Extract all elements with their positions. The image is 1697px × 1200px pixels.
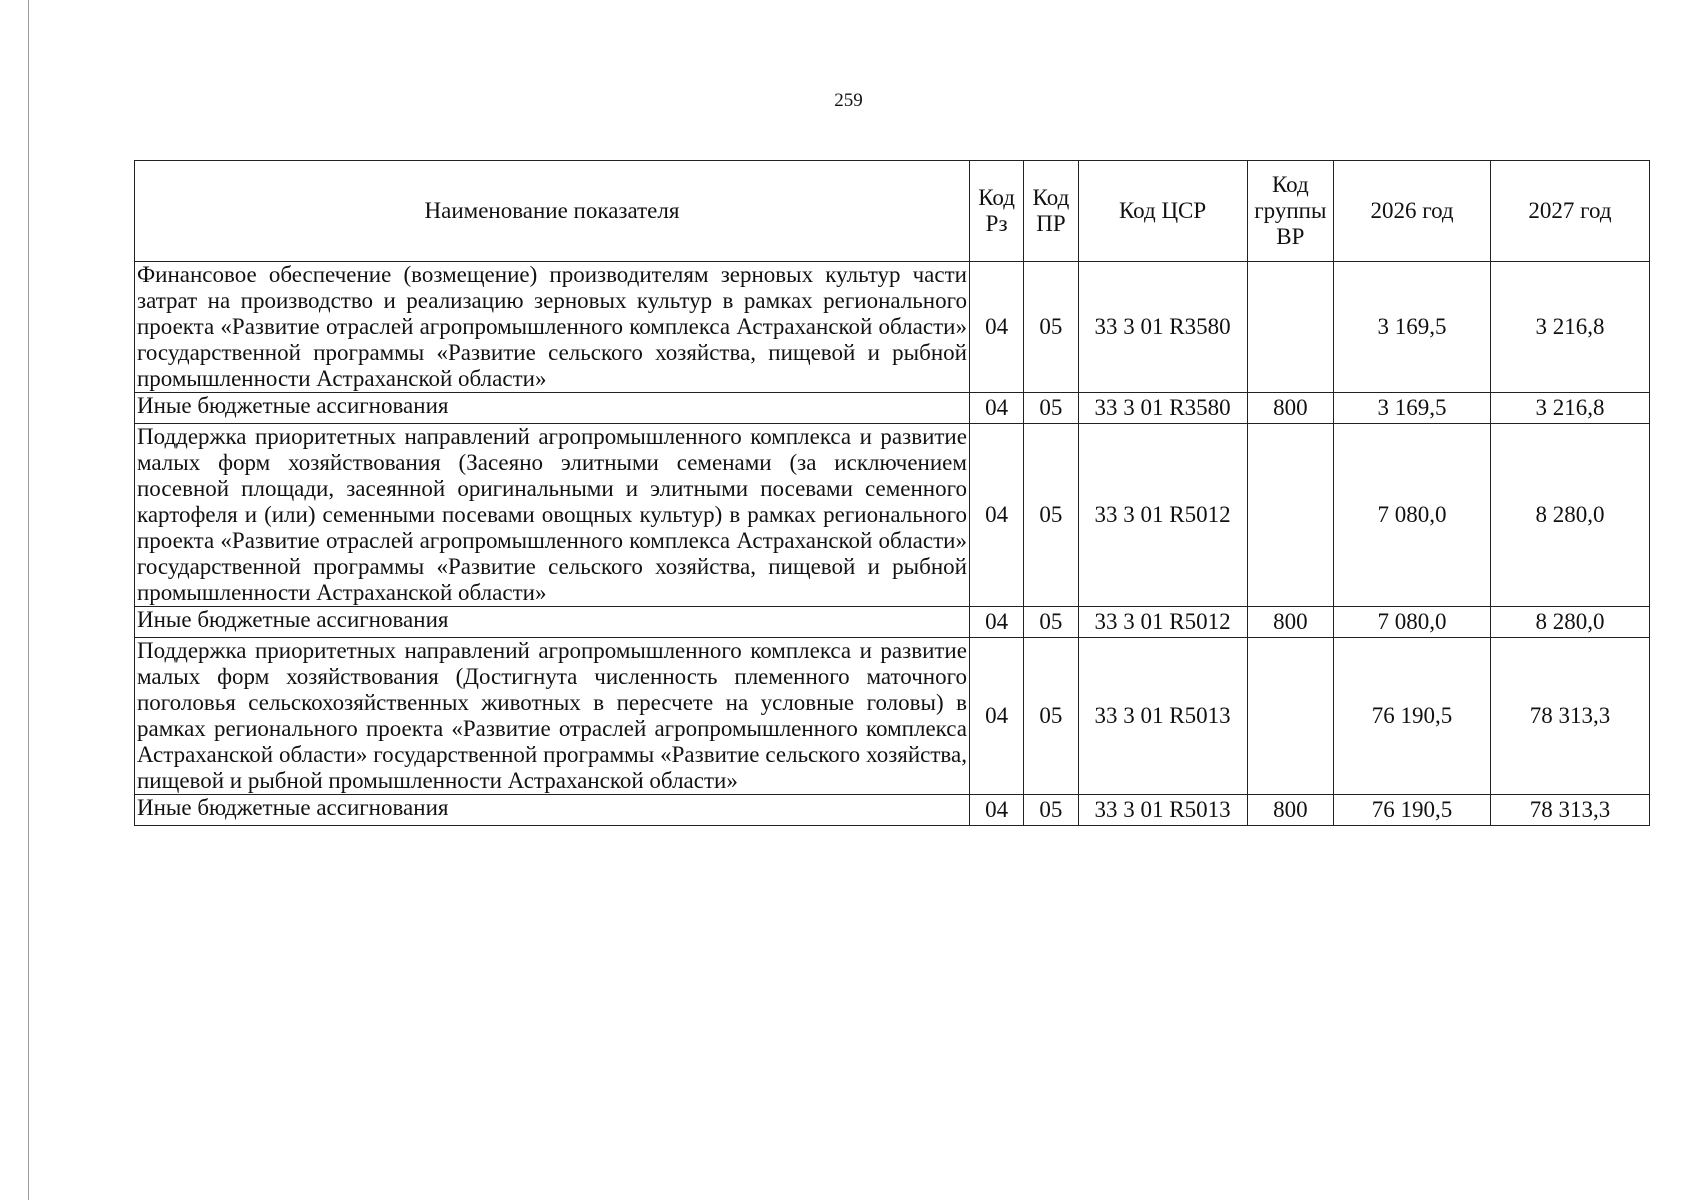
table-row — [135, 262, 1650, 393]
row-2027: 3 216,8 — [1491, 262, 1650, 393]
left-margin-line — [28, 0, 29, 1200]
row-rz: 04 — [969, 262, 1023, 393]
header-pr: Код ПР — [1024, 161, 1078, 262]
budget-table — [134, 160, 1650, 826]
header-name: Наименование показателя — [135, 161, 970, 262]
row-csr: 33 3 01 R5012 — [1078, 607, 1247, 638]
row-csr: 33 3 01 R3580 — [1078, 393, 1247, 424]
row-rz: 04 — [969, 638, 1023, 795]
row-vr — [1247, 424, 1334, 607]
table-row — [135, 638, 1650, 795]
row-2026: 3 169,5 — [1334, 262, 1491, 393]
table-header-row — [135, 161, 1650, 262]
row-rz: 04 — [969, 607, 1023, 638]
row-csr: 33 3 01 R5012 — [1078, 424, 1247, 607]
row-2027: 3 216,8 — [1491, 393, 1650, 424]
row-vr — [1247, 262, 1334, 393]
header-2026: 2026 год — [1334, 161, 1491, 262]
table-row — [135, 607, 1650, 638]
row-2026: 76 190,5 — [1334, 795, 1491, 826]
row-csr: 33 3 01 R5013 — [1078, 638, 1247, 795]
header-csr: Код ЦСР — [1078, 161, 1247, 262]
row-name: Финансовое обеспечение (возмещение) производителям зерновых культур части затрат на производство и реализацию зерновых культур в рамках регионального проекта «Развитие отраслей агропромышленного комплекса Астраханской области» государственной программы «Развитие сельского хозяйства, пищевой и рыбной промышленности Астраханской области» — [135, 262, 970, 393]
table-row — [135, 393, 1650, 424]
row-rz: 04 — [969, 795, 1023, 826]
row-vr — [1247, 638, 1334, 795]
row-name: Иные бюджетные ассигнования — [135, 393, 970, 424]
row-2026: 7 080,0 — [1334, 607, 1491, 638]
row-2026: 3 169,5 — [1334, 393, 1491, 424]
header-rz: Код Рз — [969, 161, 1023, 262]
row-pr: 05 — [1024, 607, 1078, 638]
row-name: Поддержка приоритетных направлений агропромышленного комплекса и развитие малых форм хозяйствования (Засеяно элитными семенами (за исключением посевной площади, засеянной оригинальными и элитными посевами семенного картофеля и (или) семенными посевами овощных культур) в рамках регионального проекта «Развитие отраслей агропромышленного комплекса Астраханской области» государственной программы «Развитие сельского хозяйства, пищевой и рыбной промышленности Астраханской области» — [135, 424, 970, 607]
row-vr: 800 — [1247, 393, 1334, 424]
row-vr: 800 — [1247, 607, 1334, 638]
row-name: Иные бюджетные ассигнования — [135, 795, 970, 826]
row-2026: 7 080,0 — [1334, 424, 1491, 607]
row-pr: 05 — [1024, 424, 1078, 607]
row-name: Поддержка приоритетных направлений агропромышленного комплекса и развитие малых форм хозяйствования (Достигнута численность племенного маточного поголовья сельскохозяйственных животных в пересчете на условные головы) в рамках регионального проекта «Развитие отраслей агропромышленного комплекса Астраханской области» государственной программы «Развитие сельского хозяйства, пищевой и рыбной промышленности Астраханской области» — [135, 638, 970, 795]
header-vr: Код группы ВР — [1247, 161, 1334, 262]
row-2027: 8 280,0 — [1491, 607, 1650, 638]
row-2027: 8 280,0 — [1491, 424, 1650, 607]
row-pr: 05 — [1024, 638, 1078, 795]
row-2027: 78 313,3 — [1491, 795, 1650, 826]
row-rz: 04 — [969, 424, 1023, 607]
row-csr: 33 3 01 R5013 — [1078, 795, 1247, 826]
row-2027: 78 313,3 — [1491, 638, 1650, 795]
row-csr: 33 3 01 R3580 — [1078, 262, 1247, 393]
row-vr: 800 — [1247, 795, 1334, 826]
page-number: 259 — [834, 90, 863, 111]
table-row — [135, 795, 1650, 826]
table-row — [135, 424, 1650, 607]
row-pr: 05 — [1024, 795, 1078, 826]
row-pr: 05 — [1024, 393, 1078, 424]
row-pr: 05 — [1024, 262, 1078, 393]
row-rz: 04 — [969, 393, 1023, 424]
header-2027: 2027 год — [1491, 161, 1650, 262]
row-name: Иные бюджетные ассигнования — [135, 607, 970, 638]
row-2026: 76 190,5 — [1334, 638, 1491, 795]
